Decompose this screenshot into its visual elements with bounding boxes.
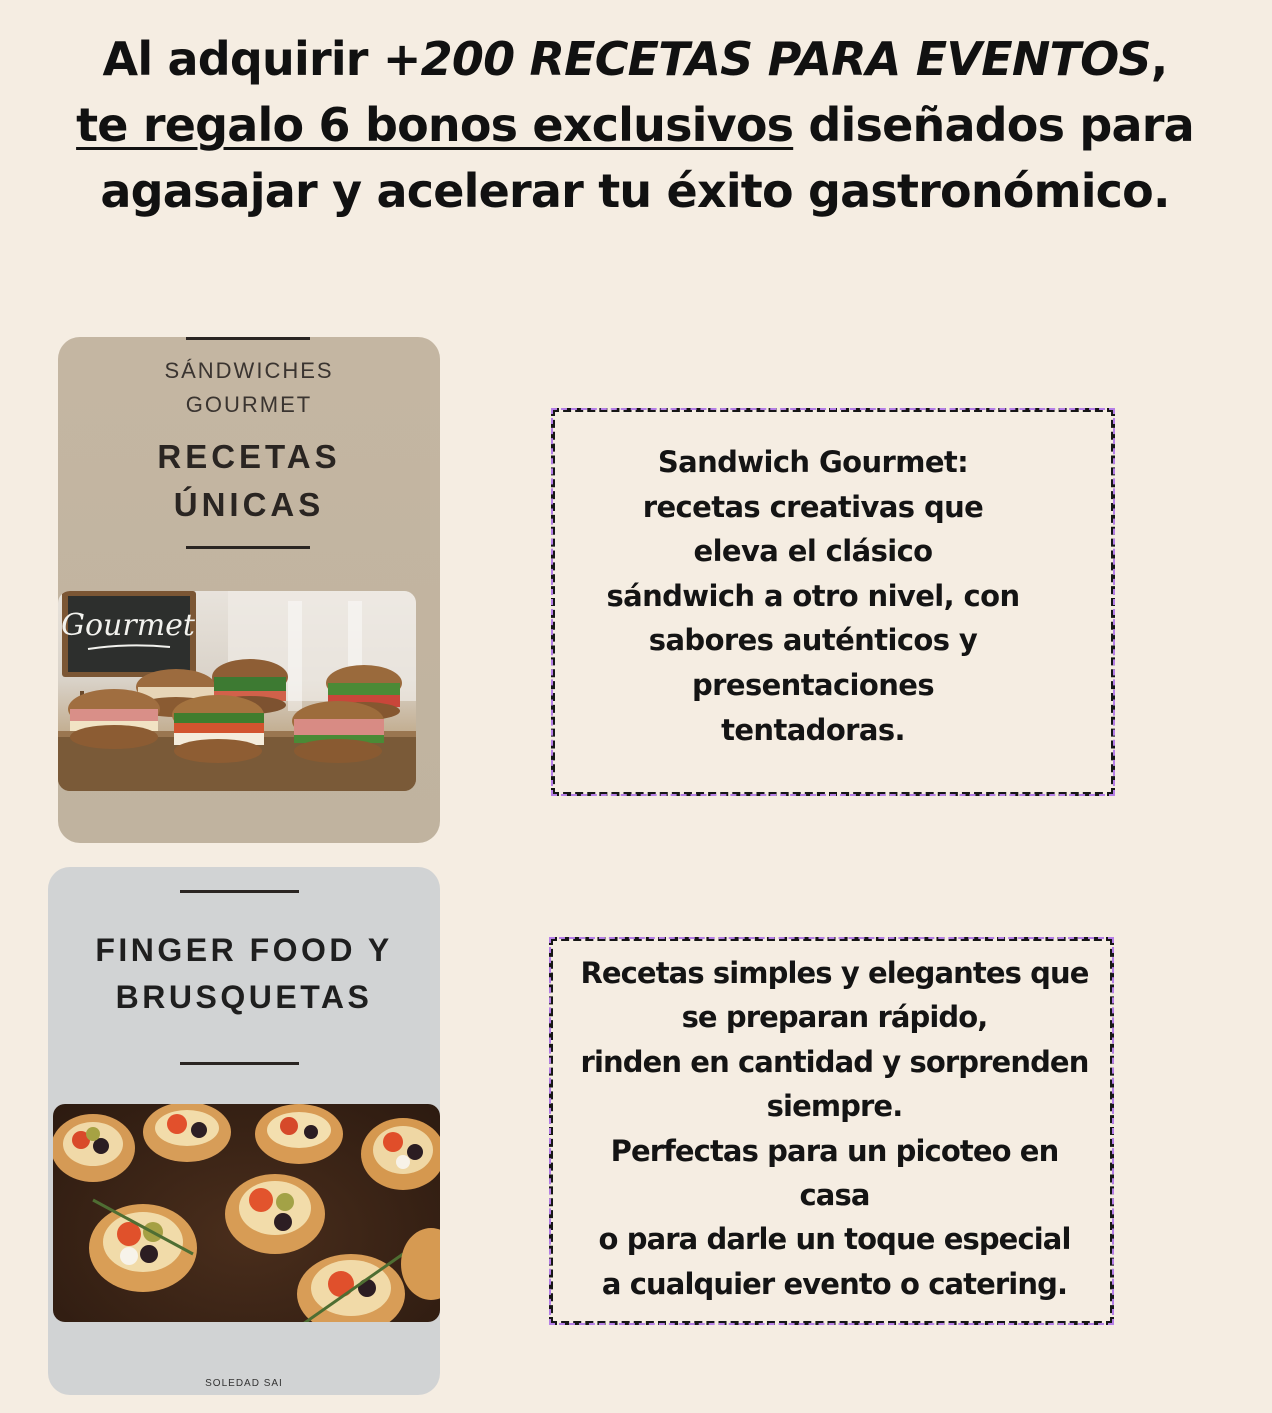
headline-product-name: +200 RECETAS PARA EVENTOS (382, 32, 1151, 86)
bonus-description-sandwiches: Sandwich Gourmet: recetas creativas que eleva el clásico sándwich a otro nivel, con sabores auténticos y presentaciones tentadoras. (606, 445, 1020, 747)
cover-title-line2: ÚNICAS (173, 486, 325, 523)
headline-intro: Al adquirir (102, 32, 383, 86)
sandwiches-photo (58, 591, 416, 791)
cover-title-line1: FINGER FOOD Y (95, 932, 393, 968)
bonus-description-finger-food: Recetas simples y elegantes que se preparan rápido, rinden en cantidad y sorprenden siempre. Perfectas para un picoteo en casa o para darle un toque especial a cualquier evento o catering. (580, 956, 1089, 1301)
cover-author: SOLEDAD SAI (205, 1378, 283, 1389)
headline-bonus-offer: te regalo 6 bonos exclusivos (76, 98, 794, 152)
cover-title-line1: RECETAS (157, 438, 341, 475)
cover-title-line2: BRUSQUETAS (115, 979, 373, 1015)
cover-bottom-rule (180, 1062, 299, 1065)
cover-top-rule (186, 337, 310, 340)
bonus-cover-finger-food (48, 867, 440, 1395)
finger-food-illustration (53, 1104, 440, 1322)
cover-top-rule (180, 890, 299, 893)
cover-bottom-rule (186, 546, 310, 549)
cover-kicker-line1: SÁNDWICHES (164, 358, 334, 383)
cover-kicker-line2: GOURMET (185, 392, 313, 417)
bonus-description-box-sandwiches (551, 408, 1115, 796)
bonus-description-box-finger-food (549, 937, 1114, 1325)
chalkboard-sign-text: Gourmet (61, 608, 195, 643)
headline-outro: diseñados para agasajar y acelerar tu éxito gastronómico. (100, 98, 1194, 218)
bonus-cover-sandwiches (58, 337, 440, 843)
sandwiches-illustration (58, 591, 416, 791)
headline-comma: , (1150, 32, 1168, 86)
headline (70, 26, 1200, 224)
finger-food-photo (53, 1104, 440, 1322)
